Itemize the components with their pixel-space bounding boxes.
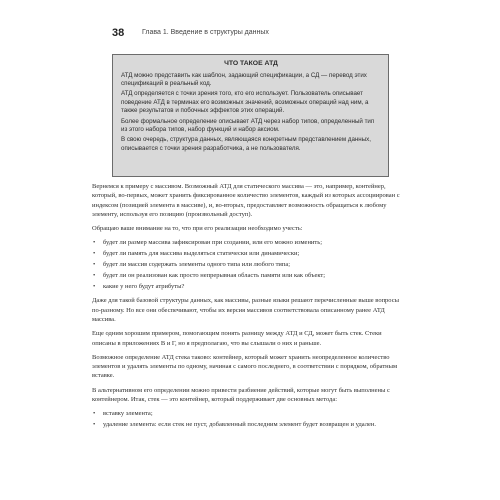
bullet-icon: • [93, 421, 96, 429]
bullet-icon: • [93, 410, 96, 418]
list-item-text: будет ли он реализован как просто непрерывная область памяти или как объект; [103, 272, 326, 280]
bullet-icon: • [93, 283, 96, 291]
paragraph-languages: Даже для такой базовой структуры данных, как массивы, разные языки решают перечисленные выше вопросы по-разному. Но все они обеспечивают, чтобы их версия массивов соответствовала описанному ранее АТД массива. [92, 297, 399, 323]
body-text [92, 182, 406, 435]
list-item-text: какие у него будут атрибуты? [103, 283, 185, 291]
stack-methods-list [92, 409, 406, 429]
bullet-icon: • [93, 239, 96, 247]
list-item [92, 271, 406, 280]
considerations-list [92, 238, 406, 291]
list-item-text: будет ли размер массива зафиксирован при создании, или его можно изменить; [103, 239, 323, 247]
paragraph-stack-alternative: В альтернативном его определении можно привести разбиение действий, которые могут быть выполнены с контейнером. Итак, стек — это контейнер, который поддерживает две основных метода: [92, 386, 390, 404]
page-number: 38 [112, 27, 125, 39]
paragraph-considerations-intro: Обращаю ваше внимание на то, что при его реализации необходимо учесть: [92, 225, 303, 233]
list-item-text: будет ли массив содержать элементы одного типа или любого типа; [103, 261, 291, 269]
list-item-text: будет ли память для массива выделяться статически или динамически; [103, 250, 300, 258]
running-header [112, 27, 412, 43]
sidebar-paragraph: АТД определяется с точки зрения того, кто его использует. Пользователь описывает поведение АТД в терминах его возможных значений, возможных операций над ним, а также результатов и побочных эффектов этих операций. [121, 90, 369, 115]
bullet-icon: • [93, 250, 96, 258]
list-item [92, 420, 406, 429]
list-item [92, 409, 406, 418]
bullet-icon: • [93, 272, 96, 280]
list-item [92, 238, 406, 247]
list-item-text: удаление элемента: если стек не пуст, добавленный последним элемент будет возвращен и удален. [103, 421, 376, 429]
list-item [92, 282, 406, 291]
paragraph-stack-example: Еще одним хорошим примером, помогающим понять разницу между АТД и СД, может быть стек. Стеки описаны в приложениях В и Г, но я предполагаю, что вы слышали о них и раньше. [92, 330, 382, 347]
sidebar-paragraph: Более формальное определение описывает АТД через набор типов, определенный тип из этого набора типов, набор функций и набор аксиом. [121, 117, 375, 134]
sidebar-box-title: ЧТО ТАКОЕ АТД [224, 60, 278, 67]
sidebar-paragraph: АТД можно представить как шаблон, задающий спецификации, а СД — перевод этих спецификаций в реальный код. [121, 71, 367, 88]
list-item [92, 260, 406, 269]
bullet-icon: • [93, 261, 96, 269]
paragraph-stack-definition: Возможное определение АТД стека таково: контейнер, который может хранить неопределенное количество элементов и удалять элементы по одному, начиная с самого последнего, в соответствии с порядком, обратным вставке. [92, 353, 398, 380]
sidebar-paragraph: В свою очередь, структура данных, являющаяся конкретным представлением данных, описывается с точки зрения разработчика, а не пользователя. [121, 136, 371, 152]
sidebar-box-what-is-adt [112, 54, 389, 177]
chapter-title: Глава 1. Введение в структуры данных [142, 29, 269, 36]
list-item [92, 249, 406, 258]
paragraph-array-example: Вернемся к примеру с массивом. Возможный АТД для статического массива — это, например, контейнер, который, во-первых, может хранить фиксированное количество элементов, каждый из которых ассоциирован с индексом (позицией элемента в массиве), и, во-вторых, предоставляет возможность обращаться к любому элементу, используя его позицию (произвольный доступ). [92, 183, 400, 218]
list-item-text: вставку элемента; [103, 410, 153, 418]
